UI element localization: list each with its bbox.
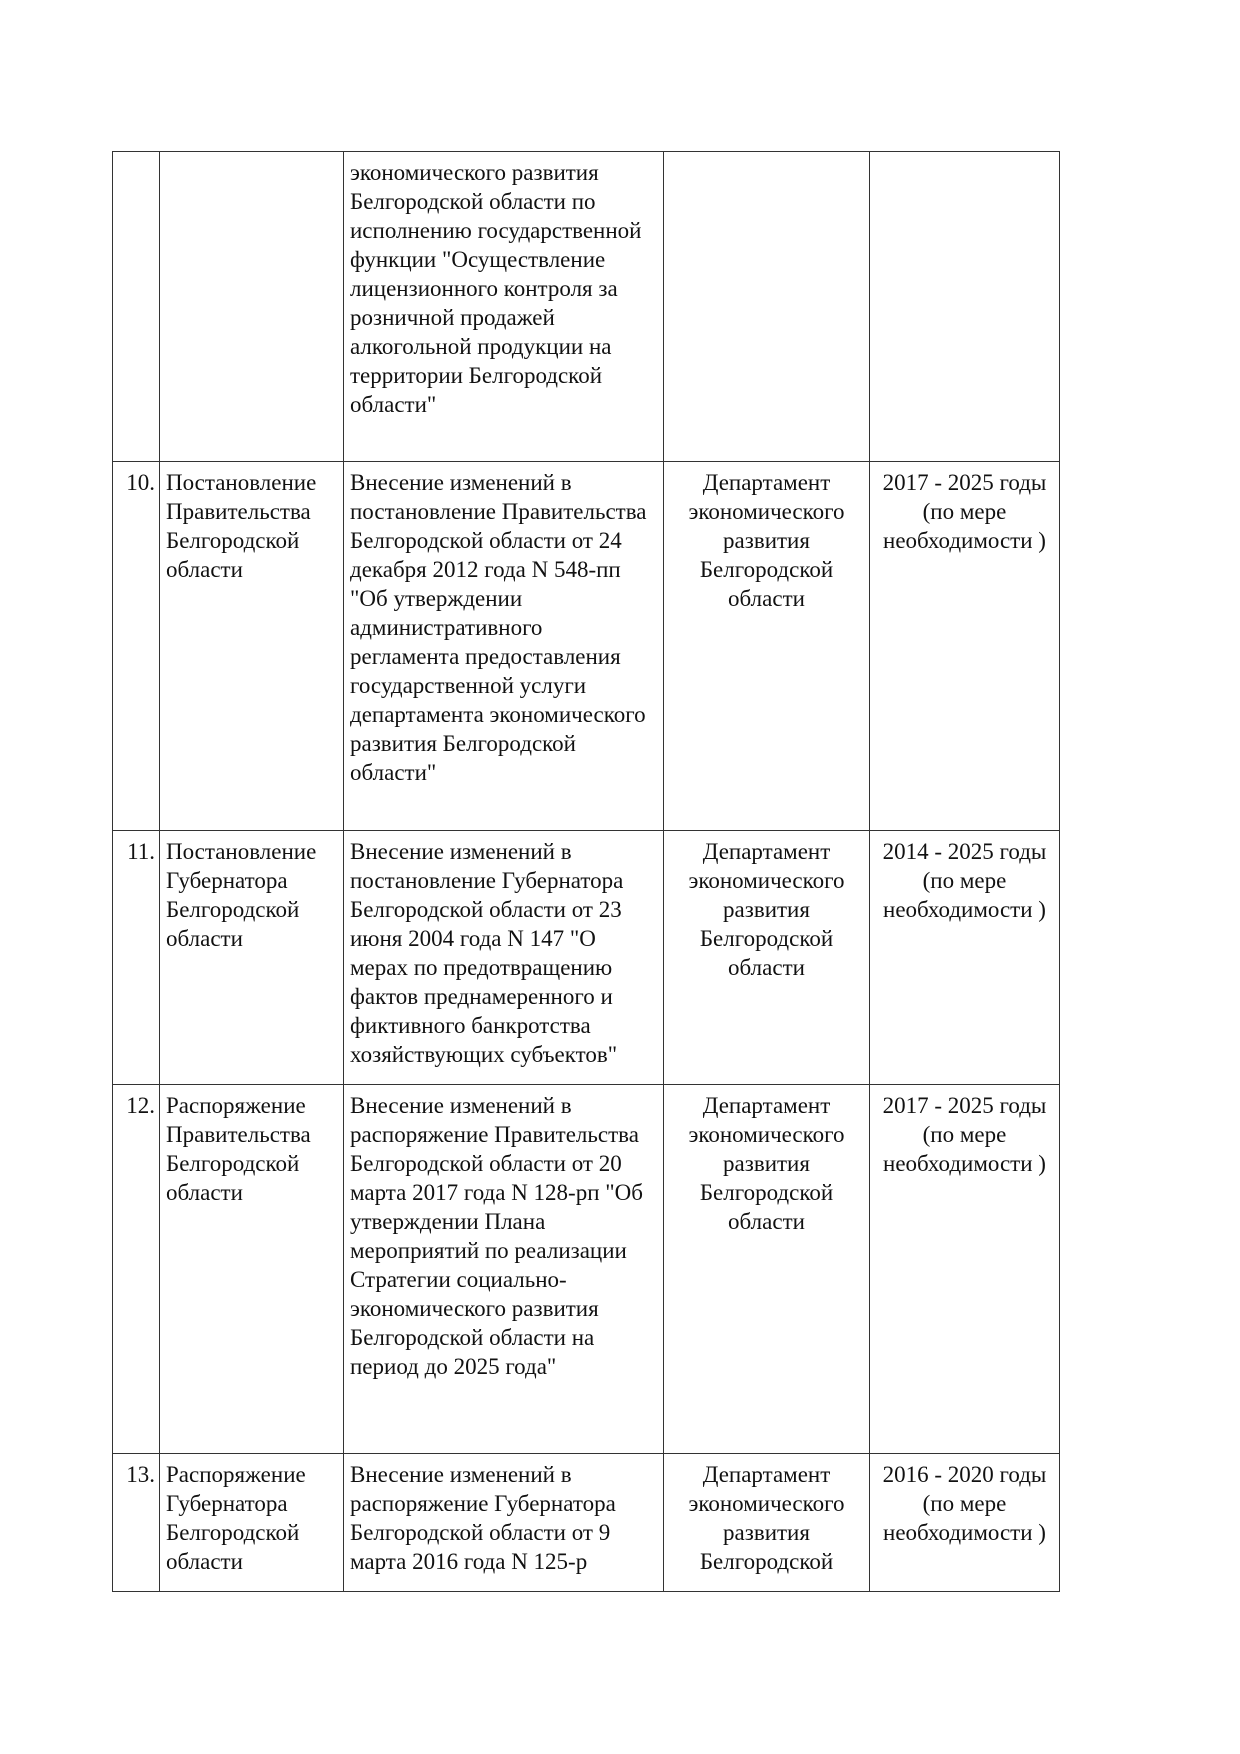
document-content: Внесение изменений в постановление Губернатора Белгородской области от 23 июня 2004 года N 147 "О мерах по предотвращению фактов преднамеренного и фиктивного банкротства хозяйствующих субъектов" xyxy=(344,831,664,1085)
period xyxy=(870,152,1060,462)
document-type: Распоряжение Правительства Белгородской области xyxy=(160,1085,344,1454)
document-type xyxy=(160,152,344,462)
document-content: Внесение изменений в распоряжение Губернатора Белгородской области от 9 марта 2016 года N 125-р xyxy=(344,1454,664,1592)
document-content: Внесение изменений в распоряжение Правительства Белгородской области от 20 марта 2017 года N 128-рп "Об утверждении Плана мероприятий по реализации Стратегии социально-экономического развития Белгородской области на период до 2025 года" xyxy=(344,1085,664,1454)
row-number xyxy=(113,152,160,462)
responsible: Департамент экономического развития Белгородской области xyxy=(664,1085,870,1454)
responsible: Департамент экономического развития Белгородской области xyxy=(664,462,870,831)
table-row xyxy=(113,462,1060,831)
document-type: Постановление Правительства Белгородской области xyxy=(160,462,344,831)
table-row xyxy=(113,152,1060,462)
row-number: 11. xyxy=(113,831,160,1085)
period: 2016 - 2020 годы (по мере необходимости ) xyxy=(870,1454,1060,1592)
table-row xyxy=(113,831,1060,1085)
document-type: Постановление Губернатора Белгородской области xyxy=(160,831,344,1085)
row-number: 10. xyxy=(113,462,160,831)
responsible: Департамент экономического развития Белгородской xyxy=(664,1454,870,1592)
period: 2014 - 2025 годы (по мере необходимости ) xyxy=(870,831,1060,1085)
document-type: Распоряжение Губернатора Белгородской области xyxy=(160,1454,344,1592)
row-number: 12. xyxy=(113,1085,160,1454)
legislation-plan-table xyxy=(112,151,1060,1592)
period: 2017 - 2025 годы (по мере необходимости ) xyxy=(870,462,1060,831)
period: 2017 - 2025 годы (по мере необходимости ) xyxy=(870,1085,1060,1454)
responsible xyxy=(664,152,870,462)
table-row xyxy=(113,1085,1060,1454)
table-row xyxy=(113,1454,1060,1592)
document-content: экономического развития Белгородской области по исполнению государственной функции "Осуществление лицензионного контроля за розничной продажей алкогольной продукции на территории Белгородской области" xyxy=(344,152,664,462)
responsible: Департамент экономического развития Белгородской области xyxy=(664,831,870,1085)
document-content: Внесение изменений в постановление Правительства Белгородской области от 24 декабря 2012 года N 548-пп "Об утверждении административного регламента предоставления государственной услуги департамента экономического развития Белгородской области" xyxy=(344,462,664,831)
row-number: 13. xyxy=(113,1454,160,1592)
